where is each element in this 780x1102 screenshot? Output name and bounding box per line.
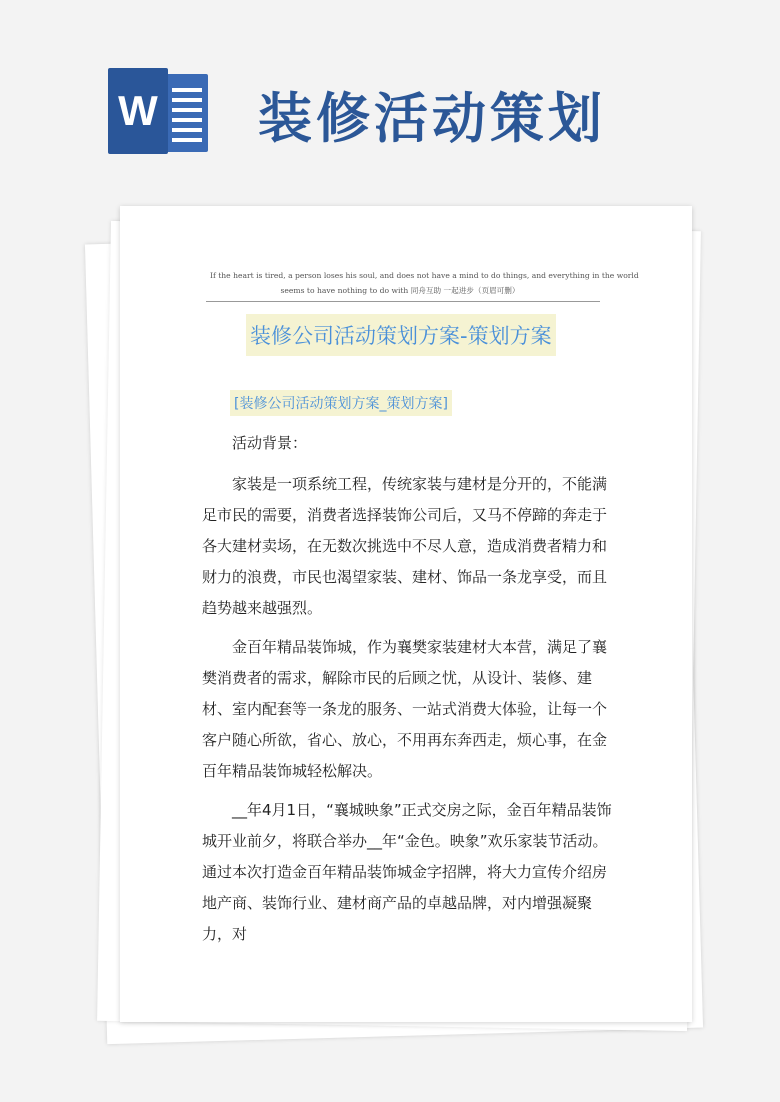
document-subtitle: [装修公司活动策划方案_策划方案] xyxy=(230,390,452,416)
body-paragraph: 家装是一项系统工程，传统家装与建材是分开的，不能满足市民的需要，消费者选择装饰公司后，又马不停蹄的奔走于各大建材卖场，在无数次挑选中不尽人意，造成消费者精力和财力的浪费，市民也渴望家装、建材、饰品一条龙享受，而且趋势越来越强烈。 xyxy=(202,475,608,617)
header-rule xyxy=(206,301,600,302)
word-icon xyxy=(108,68,210,154)
header-quote-line: If the heart is tired, a person loses his soul, and does not have a mind to do things, and everything in the world xyxy=(210,271,639,280)
document-title: 装修公司活动策划方案-策划方案 xyxy=(246,314,556,356)
document-body xyxy=(202,428,612,958)
body-paragraph: __年4月1日，“襄城映象”正式交房之际，金百年精品装饰城开业前夕，将联合举办__年“金色。映象”欢乐家装节活动。通过本次打造金百年精品装饰城金字招牌，将大力宣传介绍房地产商、装饰行业、建材商产品的卓越品牌，对内增强凝聚力，对 xyxy=(202,801,612,943)
header-quote-line: seems to have nothing to do with 同舟互助 一起进步（页眉可删） xyxy=(280,286,520,295)
word-icon-letter: W xyxy=(108,68,168,154)
document-page xyxy=(120,206,692,1022)
body-paragraph: 金百年精品装饰城，作为襄樊家装建材大本营，满足了襄樊消费者的需求，解除市民的后顾之忧，从设计、装修、建材、室内配套等一条龙的服务、一站式消费大体验，让每一个客户随心所欲，省心、放心，不用再东奔西走，烦心事，在金百年精品装饰城轻松解决。 xyxy=(202,638,608,780)
page-header-title: 装修活动策划 xyxy=(258,86,606,150)
body-paragraph: 活动背景： xyxy=(232,434,308,452)
